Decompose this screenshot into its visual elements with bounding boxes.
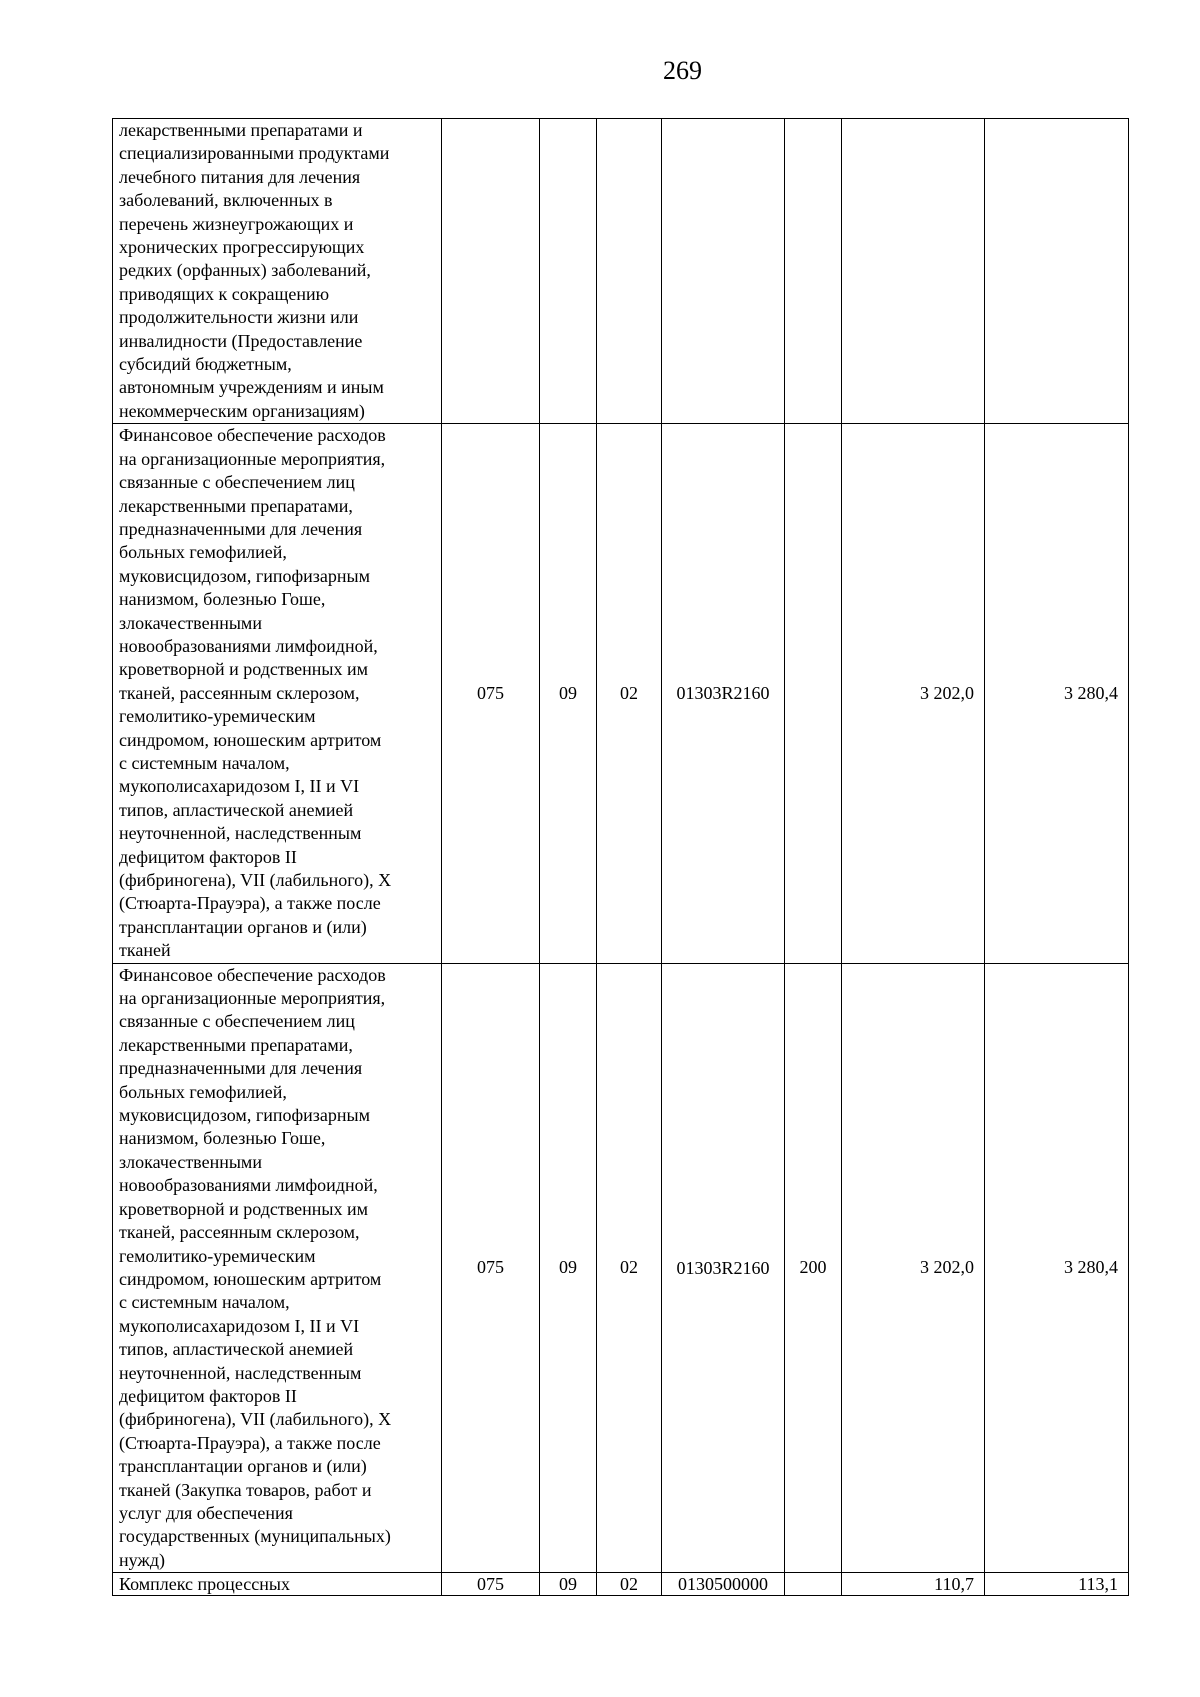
expense-type-code: 200 [785, 963, 842, 1573]
expense-type-code [785, 1573, 842, 1596]
row-description: Финансовое обеспечение расходов на организационные мероприятия, связанные с обеспечением лиц лекарственными препаратами, предназначенными для лечения больных гемофилией, муковисцидозом, гипофизарным нанизмом, болезнью Гоше, злокачественными новообразованиями лимфоидной, кроветворной и родственных им тканей, рассеянным склерозом, гемолитико-уремическим синдромом, юношеским артритом с системным началом, мукополисахаридозом I, II и VI типов, апластической анемией неуточненной, наследственным дефицитом факторов II (фибриногена), VII (лабильного), X (Стюарта-Прауэра), а также после трансплантации органов и (или) тканей (Закупка товаров, работ и услуг для обеспечения государственных (муниципальных) нужд) [113, 963, 442, 1573]
section-code [540, 119, 597, 424]
page-number: 269 [663, 56, 702, 85]
table-row [113, 424, 1129, 963]
amount-year-1: 110,7 [842, 1573, 985, 1596]
amount-year-2: 3 280,4 [985, 424, 1129, 963]
target-article-code: 01303R2160 [662, 424, 785, 963]
subsection-code: 02 [597, 424, 662, 963]
grbs-code [442, 119, 540, 424]
section-code: 09 [540, 424, 597, 963]
subsection-code [597, 119, 662, 424]
target-article-code: 0130500000 [662, 1573, 785, 1596]
table-row [113, 1573, 1129, 1596]
grbs-code: 075 [442, 424, 540, 963]
expense-type-code [785, 119, 842, 424]
row-description: Комплекс процессных [113, 1573, 442, 1596]
amount-year-2: 113,1 [985, 1573, 1129, 1596]
section-code: 09 [540, 1573, 597, 1596]
grbs-code: 075 [442, 1573, 540, 1596]
amount-year-1: 3 202,0 [842, 424, 985, 963]
target-article-code [662, 119, 785, 424]
amount-year-2: 3 280,4 [985, 963, 1129, 1573]
subsection-code: 02 [597, 963, 662, 1573]
table-row [113, 963, 1129, 1573]
amount-year-1: 3 202,0 [842, 963, 985, 1573]
amount-year-1 [842, 119, 985, 424]
section-code: 09 [540, 963, 597, 1573]
row-description: Финансовое обеспечение расходов на организационные мероприятия, связанные с обеспечением лиц лекарственными препаратами, предназначенными для лечения больных гемофилией, муковисцидозом, гипофизарным нанизмом, болезнью Гоше, злокачественными новообразованиями лимфоидной, кроветворной и родственных им тканей, рассеянным склерозом, гемолитико-уремическим синдромом, юношеским артритом с системным началом, мукополисахаридозом I, II и VI типов, апластической анемией неуточненной, наследственным дефицитом факторов II (фибриногена), VII (лабильного), X (Стюарта-Прауэра), а также после трансплантации органов и (или) тканей [113, 424, 442, 963]
budget-table [112, 118, 1129, 1596]
table-row [113, 119, 1129, 424]
subsection-code: 02 [597, 1573, 662, 1596]
expense-type-code [785, 424, 842, 963]
target-article-code: 01303R2160 [662, 963, 785, 1573]
grbs-code: 075 [442, 963, 540, 1573]
amount-year-2 [985, 119, 1129, 424]
row-description: лекарственными препаратами и специализированными продуктами лечебного питания для лечения заболеваний, включенных в перечень жизнеугрожающих и хронических прогрессирующих редких (орфанных) заболеваний, приводящих к сокращению продолжительности жизни или инвалидности (Предоставление субсидий бюджетным, автономным учреждениям и иным некоммерческим организациям) [113, 119, 442, 424]
